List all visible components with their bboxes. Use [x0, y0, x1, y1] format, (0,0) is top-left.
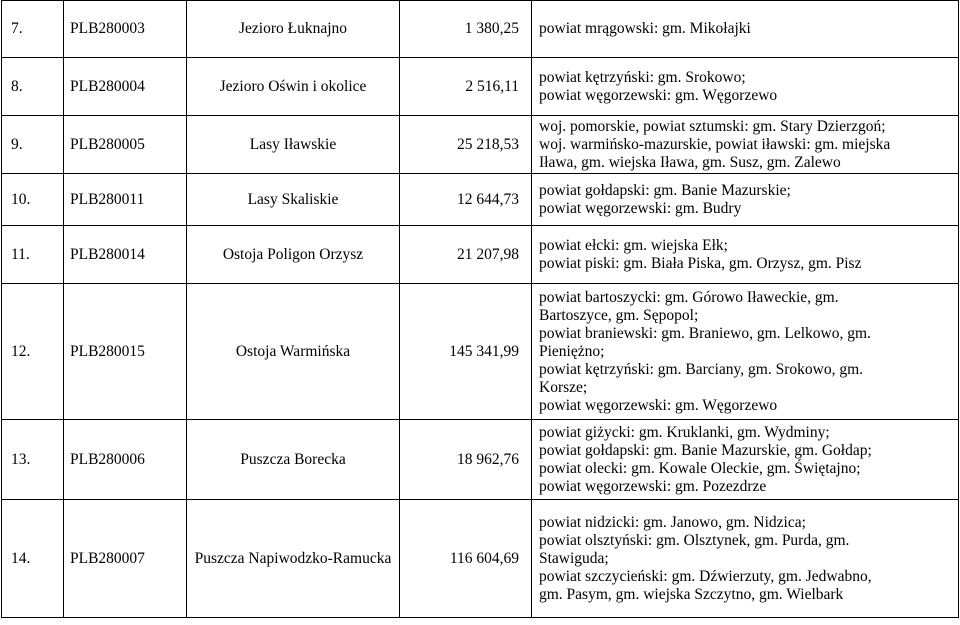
table-row	[2, 420, 959, 500]
location-line: powiat giżycki: gm. Kruklanki, gm. Wydminy;	[539, 423, 830, 441]
site-code: PLB280004	[64, 58, 187, 116]
site-location	[532, 284, 959, 420]
site-location	[532, 174, 959, 226]
location-line: powiat węgorzewski: gm. Pozezdrze	[539, 477, 767, 495]
table-row	[2, 284, 959, 420]
site-name: Puszcza Napiwodzko-Ramucka	[187, 500, 400, 618]
location-line: Pieniężno;	[539, 342, 605, 360]
location-line: powiat ełcki: gm. wiejska Ełk;	[539, 236, 728, 254]
location-line: powiat kętrzyński: gm. Barciany, gm. Srokowo, gm.	[539, 360, 864, 378]
table-row	[2, 500, 959, 618]
site-name: Jezioro Łuknajno	[187, 1, 400, 58]
row-number: 12.	[2, 284, 64, 420]
row-number: 14.	[2, 500, 64, 618]
location-line: Bartoszyce, gm. Sępopol;	[539, 306, 699, 324]
location-line: Korsze;	[539, 378, 588, 396]
location-line: powiat piski: gm. Biała Piska, gm. Orzysz, gm. Pisz	[539, 254, 862, 272]
site-area: 18 962,76	[400, 420, 532, 500]
location-line: woj. warmińsko-mazurskie, powiat iławski: gm. miejska	[539, 135, 891, 153]
row-number: 9.	[2, 116, 64, 174]
location-line: powiat węgorzewski: gm. Węgorzewo	[539, 396, 778, 414]
location-line: powiat szczycieński: gm. Dźwierzuty, gm. Jedwabno,	[539, 567, 872, 585]
site-name: Ostoja Poligon Orzysz	[187, 226, 400, 284]
location-line: powiat olecki: gm. Kowale Oleckie, gm. Świętajno;	[539, 459, 861, 477]
location-line: powiat kętrzyński: gm. Srokowo;	[539, 68, 746, 86]
site-location	[532, 420, 959, 500]
row-number: 10.	[2, 174, 64, 226]
site-location	[532, 116, 959, 174]
site-code: PLB280014	[64, 226, 187, 284]
row-number: 13.	[2, 420, 64, 500]
site-name: Puszcza Borecka	[187, 420, 400, 500]
location-line: Iława, gm. wiejska Iława, gm. Susz, gm. Zalewo	[539, 153, 841, 171]
site-area: 21 207,98	[400, 226, 532, 284]
location-line: powiat nidzicki: gm. Janowo, gm. Nidzica;	[539, 513, 806, 531]
location-line: powiat gołdapski: gm. Banie Mazurskie;	[539, 181, 791, 199]
row-number: 7.	[2, 1, 64, 58]
site-location	[532, 58, 959, 116]
protected-areas-table	[1, 0, 959, 618]
location-line: powiat węgorzewski: gm. Budry	[539, 199, 742, 217]
row-number: 8.	[2, 58, 64, 116]
site-area: 116 604,69	[400, 500, 532, 618]
site-area: 145 341,99	[400, 284, 532, 420]
location-line: powiat gołdapski: gm. Banie Mazurskie, gm. Gołdap;	[539, 441, 872, 459]
table-row	[2, 174, 959, 226]
table-row	[2, 1, 959, 58]
table-row	[2, 58, 959, 116]
site-code: PLB280007	[64, 500, 187, 618]
location-line: powiat bartoszycki: gm. Górowo Iławeckie, gm.	[539, 288, 839, 306]
location-line: powiat braniewski: gm. Braniewo, gm. Lelkowo, gm.	[539, 324, 871, 342]
site-name: Jezioro Oświn i okolice	[187, 58, 400, 116]
table-row	[2, 116, 959, 174]
location-line: powiat olsztyński: gm. Olsztynek, gm. Purda, gm.	[539, 531, 850, 549]
site-code: PLB280011	[64, 174, 187, 226]
site-name: Ostoja Warmińska	[187, 284, 400, 420]
location-line: Stawiguda;	[539, 549, 609, 567]
site-area: 1 380,25	[400, 1, 532, 58]
location-line: gm. Pasym, gm. wiejska Szczytno, gm. Wielbark	[539, 585, 844, 603]
site-area: 2 516,11	[400, 58, 532, 116]
site-location	[532, 500, 959, 618]
site-area: 12 644,73	[400, 174, 532, 226]
row-number: 11.	[2, 226, 64, 284]
location-line: powiat węgorzewski: gm. Węgorzewo	[539, 86, 778, 104]
location-line: woj. pomorskie, powiat sztumski: gm. Stary Dzierzgoń;	[539, 117, 886, 135]
site-area: 25 218,53	[400, 116, 532, 174]
site-name: Lasy Skaliskie	[187, 174, 400, 226]
site-name: Lasy Iławskie	[187, 116, 400, 174]
site-code: PLB280015	[64, 284, 187, 420]
site-code: PLB280005	[64, 116, 187, 174]
table-row	[2, 226, 959, 284]
location-line: powiat mrągowski: gm. Mikołajki	[539, 20, 751, 37]
site-code: PLB280006	[64, 420, 187, 500]
site-location	[532, 1, 959, 58]
site-code: PLB280003	[64, 1, 187, 58]
site-location	[532, 226, 959, 284]
